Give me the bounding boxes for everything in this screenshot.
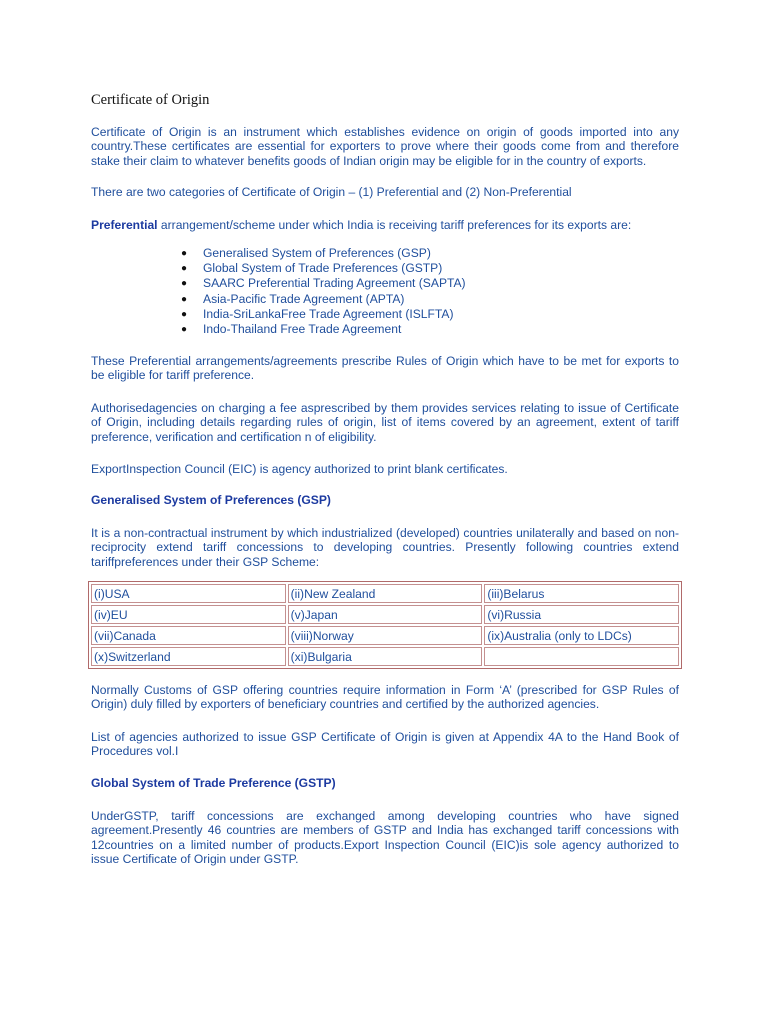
list-item: ● Indo-Thailand Free Trade Agreement [181, 322, 402, 337]
bullet-icon: ● [181, 324, 188, 336]
bullet-icon: ● [181, 263, 188, 275]
bullet-icon: ● [181, 278, 188, 290]
table-row [91, 626, 679, 645]
gstp-heading: Global System of Trade Preference (GSTP) [91, 776, 336, 790]
table-cell: (ii)New Zealand [288, 584, 483, 603]
rules-paragraph: These Preferential arrangements/agreements prescribe Rules of Origin which have to be met for exports to be eligible for tariff preference. [91, 354, 679, 383]
table-cell: (x)Switzerland [91, 647, 286, 666]
agreements-list [181, 246, 466, 337]
gsp-heading: Generalised System of Preferences (GSP) [91, 493, 331, 507]
form-a-paragraph: Normally Customs of GSP offering countries require information in Form ‘A’ (prescribed for GSP Rules of Origin) duly filled by exporters of beneficiary countries and certified by the authorized agencies. [91, 683, 679, 712]
table-cell: (iv)EU [91, 605, 286, 624]
preferential-text: arrangement/scheme under which India is receiving tariff preferences for its exports are: [157, 218, 632, 232]
agencies-paragraph: Authorisedagencies on charging a fee asprescribed by them provides services relating to issue of Certificate of Origin, including details regarding rules of origin, list of items covered by an agreement, extent of tariff preference, verification and certification n of eligibility. [91, 401, 679, 444]
list-item: ● SAARC Preferential Trading Agreement (SAPTA) [181, 276, 466, 291]
table-cell: (vi)Russia [484, 605, 679, 624]
table-cell: (iii)Belarus [484, 584, 679, 603]
categories-paragraph: There are two categories of Certificate of Origin – (1) Preferential and (2) Non-Preferential [91, 185, 572, 199]
page-title: Certificate of Origin [91, 92, 210, 108]
preferential-paragraph [91, 218, 679, 232]
list-item: ● Asia-Pacific Trade Agreement (APTA) [181, 291, 405, 306]
table-cell: (ix)Australia (only to LDCs) [484, 626, 679, 645]
table-row [91, 605, 679, 624]
bullet-icon: ● [181, 248, 188, 259]
list-item: ● India-SriLankaFree Trade Agreement (ISLFTA) [181, 306, 454, 321]
bullet-icon: ● [181, 308, 188, 320]
table-cell: (xi)Bulgaria [288, 647, 483, 666]
list-agencies-paragraph: List of agencies authorized to issue GSP Certificate of Origin is given at Appendix 4A to the Hand Book of Procedures vol.I [91, 730, 679, 759]
table-row [91, 647, 679, 666]
table-cell: (vii)Canada [91, 626, 286, 645]
intro-paragraph: Certificate of Origin is an instrument which establishes evidence on origin of goods imported into any country.These certificates are essential for exporters to prove where their goods come from and therefore stake their claim to whatever benefits goods of Indian origin may be eligible for in the country of exports. [91, 125, 679, 168]
gsp-paragraph: It is a non-contractual instrument by which industrialized (developed) countries unilaterally and based on non-reciprocity extend tariff concessions to developing countries. Presently following countries extend tariffpreferences under their GSP Scheme: [91, 526, 679, 569]
gstp-paragraph: UnderGSTP, tariff concessions are exchanged among developing countries who have signed agreement.Presently 46 countries are members of GSTP and India has exchanged tariff concessions with 12countries on a limited number of products.Export Inspection Council (EIC)is sole agency authorized to issue Certificate of Origin under GSTP. [91, 809, 679, 866]
table-cell [484, 647, 679, 666]
table-cell: (v)Japan [288, 605, 483, 624]
table-cell: (viii)Norway [288, 626, 483, 645]
preferential-label: Preferential [91, 218, 158, 232]
list-item: ● Global System of Trade Preferences (GSTP) [181, 261, 443, 276]
bullet-icon: ● [181, 293, 188, 305]
table-cell: (i)USA [91, 584, 286, 603]
list-item: ● Generalised System of Preferences (GSP) [181, 246, 431, 260]
eic-paragraph: ExportInspection Council (EIC) is agency authorized to print blank certificates. [91, 462, 508, 476]
table-row [91, 584, 679, 603]
gsp-countries-table [88, 581, 682, 669]
